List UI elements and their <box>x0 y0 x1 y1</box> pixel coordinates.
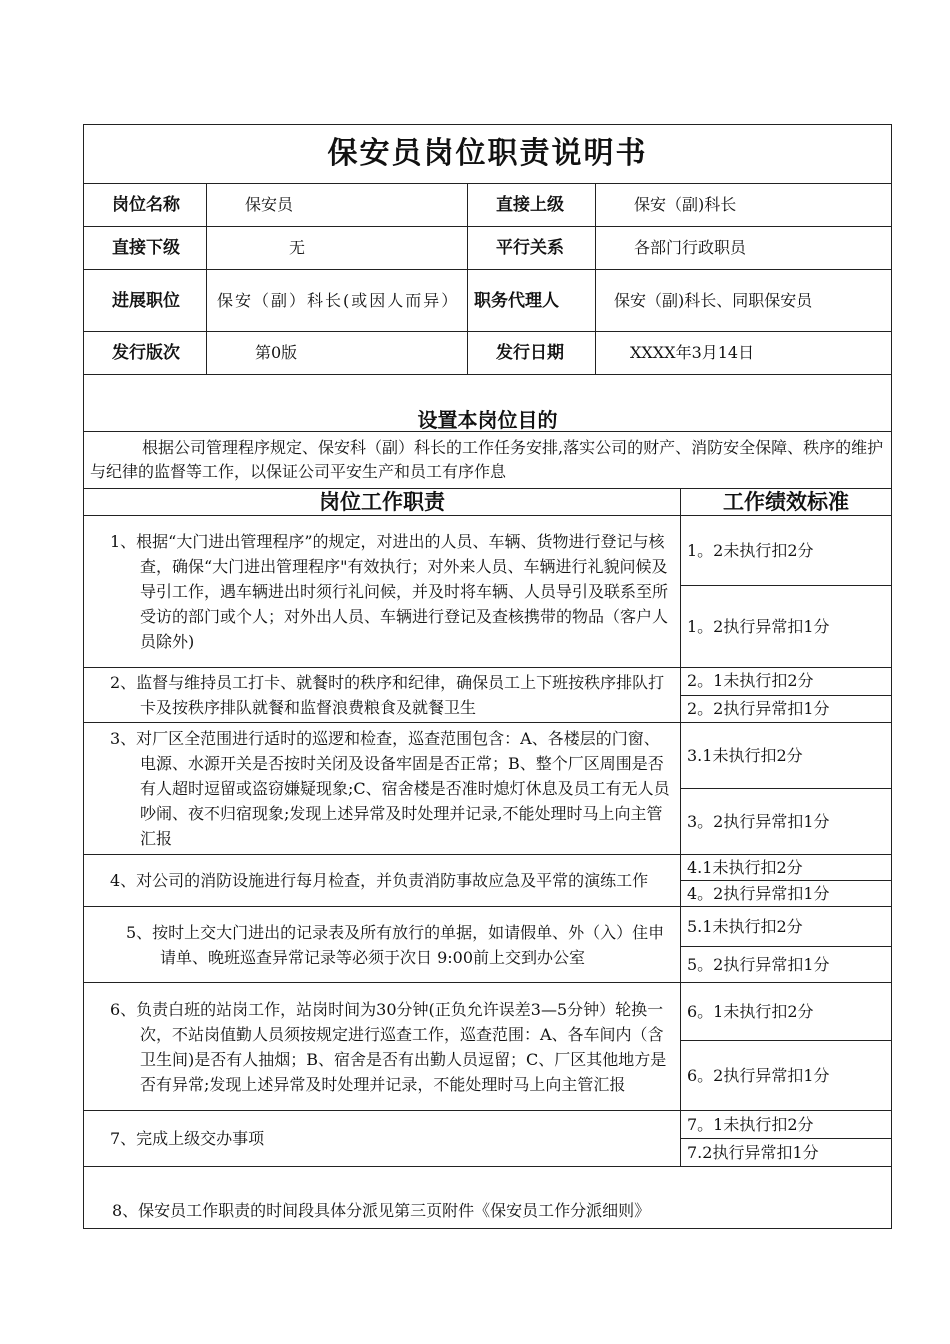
duty-row <box>84 907 892 947</box>
duty-text: 5、按时上交大门进出的记录表及所有放行的单据，如请假单、外（入）住申请单、晚班巡查异常记录等必须于次日 9:00前上交到办公室 <box>84 907 681 983</box>
superior-label: 直接上级 <box>468 184 596 227</box>
document-page <box>83 124 891 1229</box>
duty-row <box>84 668 892 696</box>
duty-text: 2、监督与维持员工打卡、就餐时的秩序和纪律，确保员工上下班按秩序排队打卡及按秩序排队就餐和监督浪费粮食及就餐卫生 <box>84 668 681 723</box>
header-row-3 <box>84 270 892 332</box>
version-value: 第0版 <box>207 332 468 375</box>
version-label: 发行版次 <box>84 332 207 375</box>
superior-value: 保安（副)科长 <box>596 184 892 227</box>
standard-cell: 6。1未执行扣2分 <box>681 983 892 1041</box>
development-label: 进展职位 <box>84 270 207 332</box>
standard-cell: 2。2执行异常扣1分 <box>681 695 892 723</box>
job-name-value: 保安员 <box>207 184 468 227</box>
standard-cell: 2。1未执行扣2分 <box>681 668 892 696</box>
parallel-label: 平行关系 <box>468 227 596 270</box>
duty-text: 4、对公司的消防设施进行每月检查，并负责消防事故应急及平常的演练工作 <box>84 855 681 907</box>
duty-row <box>84 983 892 1041</box>
standard-cell: 7。1未执行扣2分 <box>681 1111 892 1139</box>
development-value: 保安（副）科长(或因人而异） <box>207 270 468 332</box>
standard-cell: 5。2执行异常扣1分 <box>681 947 892 983</box>
standard-cell: 7.2执行异常扣1分 <box>681 1139 892 1167</box>
subordinate-value: 无 <box>207 227 468 270</box>
duty-row <box>84 1111 892 1139</box>
header-row-1 <box>84 184 892 227</box>
standards-header: 工作绩效标准 <box>681 489 892 516</box>
deputy-value: 保安（副)科长、同职保安员 <box>596 270 892 332</box>
job-name-label: 岗位名称 <box>84 184 207 227</box>
parallel-value: 各部门行政职员 <box>596 227 892 270</box>
duty-row <box>84 723 892 789</box>
duty-text: 1、根据“大门进出管理程序”的规定，对进出的人员、车辆、货物进行登记与核查，确保“大门进出管理程序"有效执行；对外来人员、车辆进行礼貌问候及导引工作，遇车辆进出时须行礼问候，并及时将车辆、人员导引及联系至所受访的部门或个人；对外出人员、车辆进行登记及查核携带的物品（客户人员除外) <box>84 516 681 668</box>
duty-text: 3、对厂区全范围进行适时的巡逻和检查，巡查范围包含：A、各楼层的门窗、电源、水源开关是否按时关闭及设备牢固是否正常；B、整个厂区周围是否有人超时逗留或盗窃嫌疑现象;C、宿舍楼是否准时熄灯休息及员工有无人员吵闹、夜不归宿现象;发现上述异常及时处理并记录,不能处理时马上向主管汇报 <box>84 723 681 855</box>
document-title: 保安员岗位职责说明书 <box>84 125 892 184</box>
standard-cell: 5.1未执行扣2分 <box>681 907 892 947</box>
header-row-2 <box>84 227 892 270</box>
date-label: 发行日期 <box>468 332 596 375</box>
purpose-text: 根据公司管理程序规定、保安科（副）科长的工作任务安排,落实公司的财产、消防安全保障、秩序的维护与纪律的监督等工作，以保证公司平安生产和员工有序作息 <box>84 432 892 489</box>
standard-cell: 6。2执行异常扣1分 <box>681 1041 892 1111</box>
purpose-title: 设置本岗位目的 <box>84 375 892 432</box>
duties-header: 岗位工作职责 <box>84 489 681 516</box>
duty-text: 7、完成上级交办事项 <box>84 1111 681 1167</box>
standard-cell: 4.1未执行扣2分 <box>681 855 892 881</box>
assignment-note: 8、保安员工作职责的时间段具体分派见第三页附件《保安员工作分派细则》 <box>84 1167 892 1229</box>
duties-header-row <box>84 489 892 516</box>
standard-cell: 1。2未执行扣2分 <box>681 516 892 586</box>
standard-cell: 4。2执行异常扣1分 <box>681 881 892 907</box>
subordinate-label: 直接下级 <box>84 227 207 270</box>
header-row-4 <box>84 332 892 375</box>
duty-row <box>84 516 892 586</box>
standard-cell: 1。2执行异常扣1分 <box>681 586 892 668</box>
duty-text: 6、负责白班的站岗工作，站岗时间为30分钟(正负允许误差3—5分钟）轮换一次，不站岗值勤人员须按规定进行巡查工作，巡查范围：A、各车间内（含卫生间)是否有人抽烟；B、宿舍是否有出勤人员逗留；C、厂区其他地方是否有异常;发现上述异常及时处理并记录，不能处理时马上向主管汇报 <box>84 983 681 1111</box>
date-value: XXXX年3月14日 <box>596 332 892 375</box>
duty-row <box>84 855 892 881</box>
deputy-label: 职务代理人 <box>468 270 596 332</box>
standard-cell: 3.1未执行扣2分 <box>681 723 892 789</box>
job-description-table <box>83 124 892 1229</box>
standard-cell: 3。2执行异常扣1分 <box>681 789 892 855</box>
